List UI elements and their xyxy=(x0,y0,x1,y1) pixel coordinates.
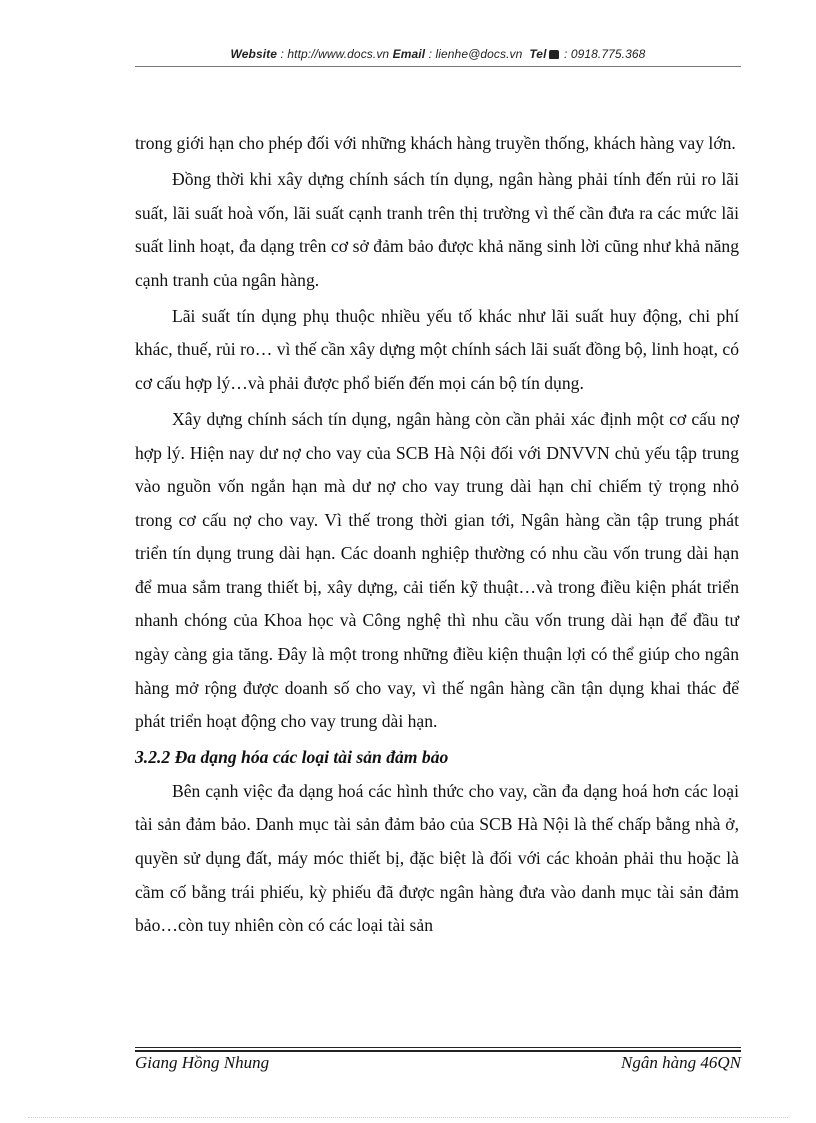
tel-value: 0918.775.368 xyxy=(570,47,646,61)
tel-label: Tel xyxy=(529,47,547,61)
website-url[interactable]: http://www.docs.vn xyxy=(287,47,390,61)
tel-sep: : xyxy=(560,47,571,61)
email-value[interactable]: lienhe@docs.vn xyxy=(435,47,523,61)
page-edge xyxy=(28,1117,788,1118)
paragraph-1: trong giới hạn cho phép đối với những khách hàng truyền thống, khách hàng vay lớn. xyxy=(135,133,736,153)
footer-divider-thin xyxy=(135,1047,741,1048)
website-sep: : xyxy=(277,47,288,61)
website-label: Website xyxy=(230,47,278,61)
section-heading: 3.2.2 Đa dạng hóa các loại tài sản đảm bảo xyxy=(135,747,449,768)
email-sep: : xyxy=(425,47,436,61)
paragraph-5: Bên cạnh việc đa dạng hoá các hình thức cho vay, cần đa dạng hoá hơn các loại tài sản đảm bảo. Danh mục tài sản đảm bảo của SCB Hà Nội là thế chấp bằng nhà ở, quyền sử dụng đất, máy móc thiết bị, đặc biệt là đối với các khoản phải thu hoặc là cầm cố bằng trái phiếu, kỳ phiếu đã được ngân hàng đưa vào danh mục tài sản đảm bảo…còn tuy nhiên còn có các loại tài sản xyxy=(135,780,739,936)
footer-divider-thick xyxy=(135,1050,741,1052)
footer-class: Ngân hàng 46QN xyxy=(621,1053,741,1072)
page-header xyxy=(135,47,741,61)
phone-icon xyxy=(549,50,559,59)
footer-author: Giang Hồng Nhung xyxy=(135,1053,270,1072)
document-body xyxy=(135,127,739,945)
paragraph-3: Lãi suất tín dụng phụ thuộc nhiều yếu tố khác như lãi suất huy động, chi phí khác, thuế, rủi ro… vì thế cần xây dựng một chính sách lãi suất đồng bộ, linh hoạt, có cơ cấu hợp lý…và phải được phổ biến đến mọi cán bộ tín dụng. xyxy=(135,305,739,393)
header-divider xyxy=(135,66,741,67)
paragraph-2: Đồng thời khi xây dựng chính sách tín dụng, ngân hàng phải tính đến rủi ro lãi suất, lãi suất hoà vốn, lãi suất cạnh tranh trên thị trường vì thế cần đưa ra các mức lãi suất linh hoạt, đa dạng trên cơ sở đảm bảo được khả năng sinh lời cũng như khả năng cạnh tranh của ngân hàng. xyxy=(135,168,739,290)
email-label: Email xyxy=(392,47,426,61)
paragraph-4: Xây dựng chính sách tín dụng, ngân hàng còn cần phải xác định một cơ cấu nợ hợp lý. Hiện nay dư nợ cho vay của SCB Hà Nội đối với DNVVN chủ yếu tập trung vào nguồn vốn ngắn hạn mà dư nợ cho vay trung dài hạn chỉ chiếm tỷ trọng nhỏ trong cơ cấu nợ cho vay. Vì thế trong thời gian tới, Ngân hàng cần tập trung phát triển tín dụng trung dài hạn. Các doanh nghiệp thường có nhu cầu vốn trung dài hạn để mua sắm trang thiết bị, xây dựng, cải tiến kỹ thuật…và trong điều kiện phát triển nhanh chóng của Khoa học và Công nghệ thì nhu cầu vốn trung dài hạn để đầu tư ngày càng gia tăng. Đây là một trong những điều kiện thuận lợi có thể giúp cho ngân hàng mở rộng được doanh số cho vay, vì thế ngân hàng cần tận dụng khai thác để phát triển hoạt động cho vay trung dài hạn. xyxy=(135,408,739,732)
